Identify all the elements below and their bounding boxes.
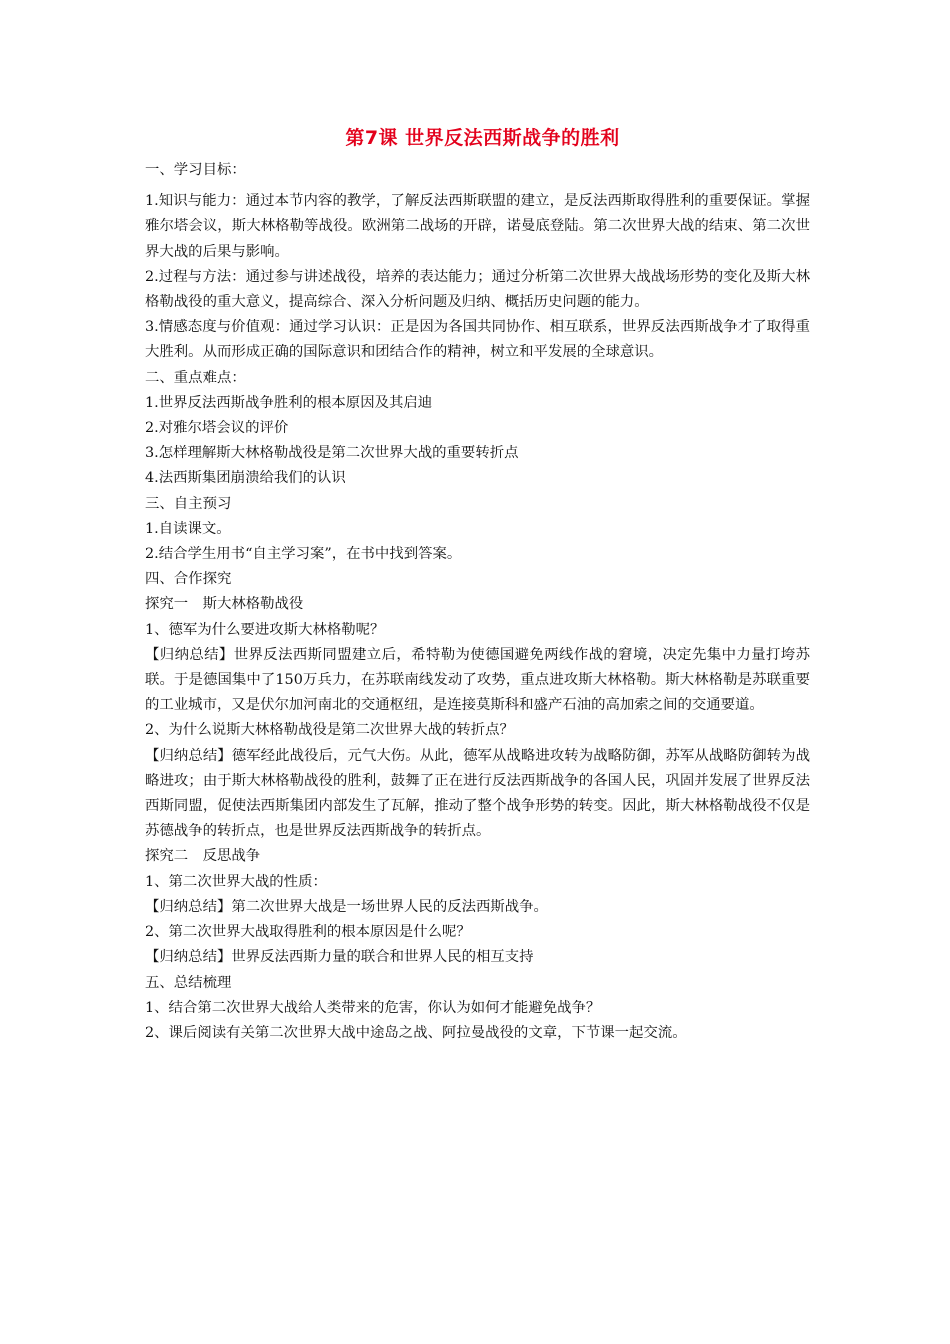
inquiry-title: 探究二 反思战争 [145,848,261,865]
section-heading: 四、合作探究 [145,571,232,588]
list-item: 2、课后阅读有关第二次世界大战中途岛之战、阿拉曼战役的文章，下节课一起交流。 [145,1024,687,1041]
answer-summary: 【归纳总结】第二次世界大战是一场世界人民的反法西斯战争。 [145,898,548,915]
section-cooperative-inquiry [145,567,810,970]
section-learning-goals [145,158,810,366]
document-page [145,118,810,1046]
answer-summary: 【归纳总结】德军经此战役后，元气大伤。从此，德军从战略进攻转为战略防御，苏军从战略防御转为战略进攻；由于斯大林格勒战役的胜利，鼓舞了正在进行反法西斯战争的各国人民，巩固并发展了世界反法西斯同盟，促使法西斯集团内部发生了瓦解，推动了整个战争形势的转变。因此，斯大林格勒战役不仅是苏德战争的转折点，也是世界反法西斯战争的转折点。 [145,747,810,840]
question: 2、第二次世界大战取得胜利的根本原因是什么呢？ [145,924,471,941]
list-item: 2.结合学生用书“自主学习案”，在书中找到答案。 [145,546,462,563]
list-item: 1.自读课文。 [145,520,231,537]
goal-attitude: 3.情感态度与价值观：通过学习认识：正是因为各国共同协作、相互联系，世界反法西斯战争才了取得重大胜利。从而形成正确的国际意识和团结合作的精神，树立和平发展的全球意识。 [145,319,810,361]
list-item: 4.法西斯集团崩溃给我们的认识 [145,470,346,487]
question: 1、德军为什么要进攻斯大林格勒呢？ [145,621,385,638]
section-self-study [145,492,810,568]
answer-summary: 【归纳总结】世界反法西斯力量的联合和世界人民的相互支持 [145,949,534,966]
goal-process: 2.过程与方法：通过参与讲述战役，培养的表达能力；通过分析第二次世界大战战场形势的变化及斯大林格勒战役的重大意义，提高综合、深入分析问题及归纳、概括历史问题的能力。 [145,268,810,311]
question: 2、为什么说斯大林格勒战役是第二次世界大战的转折点？ [145,722,514,739]
list-item: 1、结合第二次世界大战给人类带来的危害，你认为如何才能避免战争？ [145,999,601,1016]
section-heading: 三、自主预习 [145,495,232,512]
document-title: 第7课 世界反法西斯战争的胜利 [345,127,620,149]
goal-knowledge: 1.知识与能力：通过本节内容的教学，了解反法西斯联盟的建立，是反法西斯取得胜利的重要保证。掌握雅尔塔会议，斯大林格勒等战役。欧洲第二战场的开辟，诺曼底登陆。第二次世界大战的结束、第二次世界大战的后果与影响。 [145,193,810,260]
inquiry-title: 探究一 斯大林格勒战役 [145,596,304,613]
question: 1、第二次世界大战的性质： [145,873,327,890]
list-item: 1.世界反法西斯战争胜利的根本原因及其启迪 [145,394,433,411]
section-heading: 二、重点难点： [145,369,246,386]
section-summary [145,971,810,1047]
answer-summary: 【归纳总结】世界反法西斯同盟建立后，希特勒为使德国避免两线作战的窘境，决定先集中力量打垮苏联。于是德国集中了150万兵力，在苏联南线发动了攻势，重点进攻斯大林格勒。斯大林格勒是苏联重要的工业城市，又是伏尔加河南北的交通枢纽，是连接莫斯科和盛产石油的高加索之间的交通要道。 [145,646,810,714]
list-item: 3.怎样理解斯大林格勒战役是第二次世界大战的重要转折点 [145,445,519,462]
section-key-points [145,366,810,492]
section-heading: 五、总结梳理 [145,974,232,991]
list-item: 2.对雅尔塔会议的评价 [145,420,289,437]
section-heading: 一、学习目标： [145,162,246,178]
